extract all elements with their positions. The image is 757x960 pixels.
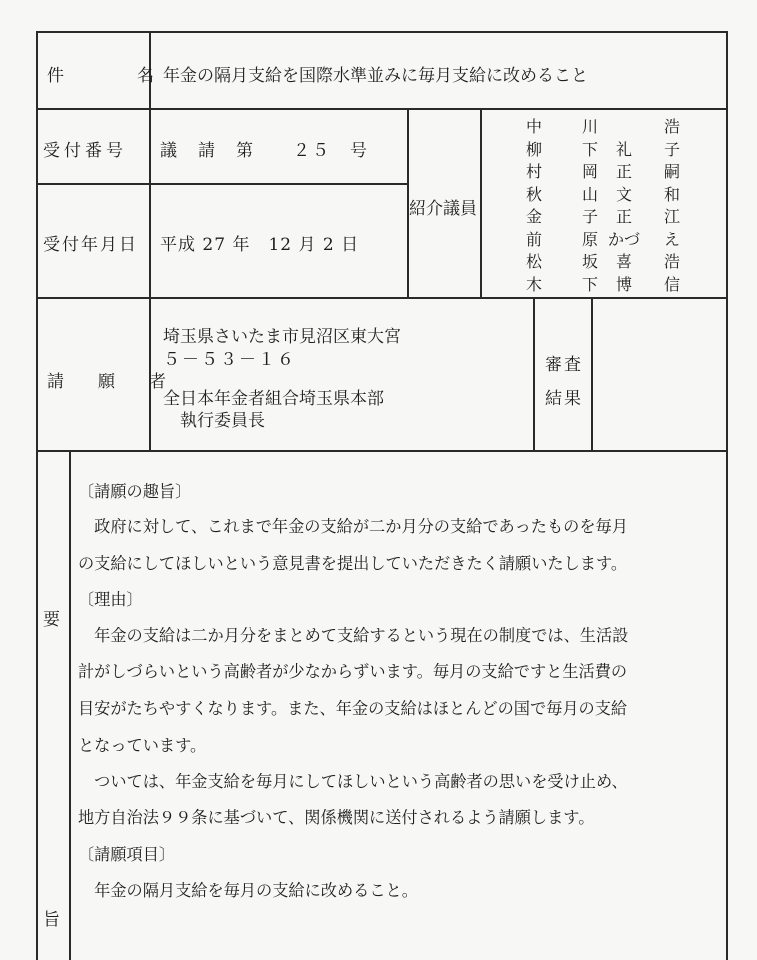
introducer-name-part: 前 bbox=[526, 229, 543, 249]
introducer-name-part: 木 bbox=[526, 274, 543, 294]
petitioner-address-line2: ５－５３－１６ bbox=[163, 350, 296, 370]
introducer-name-part: 正 bbox=[616, 207, 633, 226]
review-label-line2: 結果 bbox=[545, 389, 583, 409]
receipt-number-value: 議 請 第 ２５ 号 bbox=[160, 141, 369, 161]
summary-line: 〔請願項目〕 bbox=[78, 845, 176, 864]
row-divider-2 bbox=[36, 297, 728, 299]
introducer-label-right-divider bbox=[480, 108, 482, 299]
summary-line: 政府に対して、これまで年金の支給が二か月分の支給であったものを毎月 bbox=[78, 517, 628, 536]
introducer-name-part: 江 bbox=[664, 207, 681, 226]
summary-line: ついては、年金支給を毎月にしてほしいという高齢者の思いを受け止め、 bbox=[78, 772, 628, 791]
review-label-line1: 審査 bbox=[545, 355, 583, 375]
row-divider-receipt bbox=[36, 183, 408, 185]
summary-line: 年金の隔月支給を毎月の支給に改めること。 bbox=[78, 881, 418, 900]
receipt-date-value: 平成 27 年 12 月 2 日 bbox=[160, 235, 360, 255]
summary-line: となっています。 bbox=[78, 736, 207, 755]
summary-label-bottom: 旨 bbox=[43, 910, 60, 930]
introducer-name bbox=[526, 137, 680, 159]
row-divider-1 bbox=[36, 108, 728, 110]
introducer-name-part: 柳 bbox=[526, 139, 543, 159]
introducer-name-part: 子 bbox=[582, 207, 599, 226]
introducer-name bbox=[526, 272, 680, 294]
introducer-name-part: 博 bbox=[616, 274, 633, 294]
introducer-name bbox=[526, 227, 680, 249]
introducer-name bbox=[526, 204, 680, 226]
introducer-name-part: 下 bbox=[582, 274, 599, 294]
introducer-name-part: 金 bbox=[526, 207, 543, 226]
introducer-name bbox=[526, 249, 680, 271]
subject-value: 年金の隔月支給を国際水準並みに毎月支給に改めること bbox=[163, 66, 588, 86]
introducer-name-part: 村 bbox=[526, 162, 543, 181]
introducer-name-part: 坂 bbox=[582, 252, 599, 271]
introducer-name-part: 原 bbox=[582, 229, 599, 249]
introducer-name-part: 正 bbox=[616, 162, 633, 181]
petitioner-title: 執行委員長 bbox=[180, 411, 265, 431]
introducer-name-part: 山 bbox=[582, 184, 599, 204]
introducer-name-part: 中 bbox=[526, 117, 543, 136]
introducer-name-part: 子 bbox=[664, 139, 681, 159]
introducer-name bbox=[526, 159, 680, 181]
summary-line: の支給にしてほしいという意見書を提出していただきたく請願いたします。 bbox=[78, 554, 628, 573]
subject-label: 件 名 bbox=[47, 66, 155, 86]
summary-line: 〔請願の趣旨〕 bbox=[78, 482, 192, 501]
introducer-name-part: え bbox=[664, 229, 681, 249]
table-border-left bbox=[36, 31, 38, 960]
receipt-number-label: 受付番号 bbox=[43, 141, 127, 161]
introducer-name-part: 喜 bbox=[616, 252, 633, 271]
petitioner-address-line1: 埼玉県さいたま市見沼区東大宮 bbox=[163, 327, 401, 347]
summary-line: 目安がたちやすくなります。また、年金の支給はほとんどの国で毎月の支給 bbox=[78, 699, 628, 718]
introducer-name-part: 浩 bbox=[664, 117, 681, 136]
introducer-name-part: 嗣 bbox=[664, 162, 681, 181]
petitioner-org: 全日本年金者組合埼玉県本部 bbox=[163, 389, 384, 409]
introducer-name bbox=[526, 114, 680, 136]
summary-line: 地方自治法９９条に基づいて、関係機関に送付されるよう請願します。 bbox=[78, 808, 595, 827]
table-border-right bbox=[726, 31, 728, 960]
summary-label-top: 要 bbox=[43, 610, 60, 630]
summary-line: 計がしづらいという高齢者が少なからずいます。毎月の支給ですと生活費の bbox=[78, 662, 628, 681]
petitioner-label: 請 願 者 bbox=[47, 372, 166, 392]
review-label-left-divider bbox=[533, 297, 535, 452]
introducer-name bbox=[526, 182, 680, 204]
introducers-label: 紹介議員 bbox=[409, 199, 477, 219]
summary-line: 〔理由〕 bbox=[78, 590, 143, 609]
introducer-name-part: 礼 bbox=[616, 139, 633, 159]
introducer-name-part: 秋 bbox=[526, 184, 543, 204]
introducer-name-part: 浩 bbox=[664, 252, 681, 271]
introducer-name-part: 文 bbox=[616, 184, 633, 204]
summary-label-divider bbox=[69, 450, 71, 960]
table-border-top bbox=[36, 31, 728, 33]
introducer-name-part: 和 bbox=[664, 184, 681, 204]
review-label-right-divider bbox=[591, 297, 593, 452]
introducer-name-part: 川 bbox=[582, 117, 599, 136]
introducer-name-part: 松 bbox=[526, 252, 543, 271]
row-divider-3 bbox=[36, 450, 728, 452]
introducer-name-part: かづ bbox=[608, 229, 641, 249]
introducer-name-part: 下 bbox=[582, 139, 599, 159]
summary-line: 年金の支給は二か月分をまとめて支給するという現在の制度では、生活設 bbox=[78, 626, 629, 645]
introducer-name-part: 岡 bbox=[582, 162, 599, 181]
receipt-date-label: 受付年月日 bbox=[43, 235, 138, 255]
introducer-name-part: 信 bbox=[664, 274, 681, 294]
